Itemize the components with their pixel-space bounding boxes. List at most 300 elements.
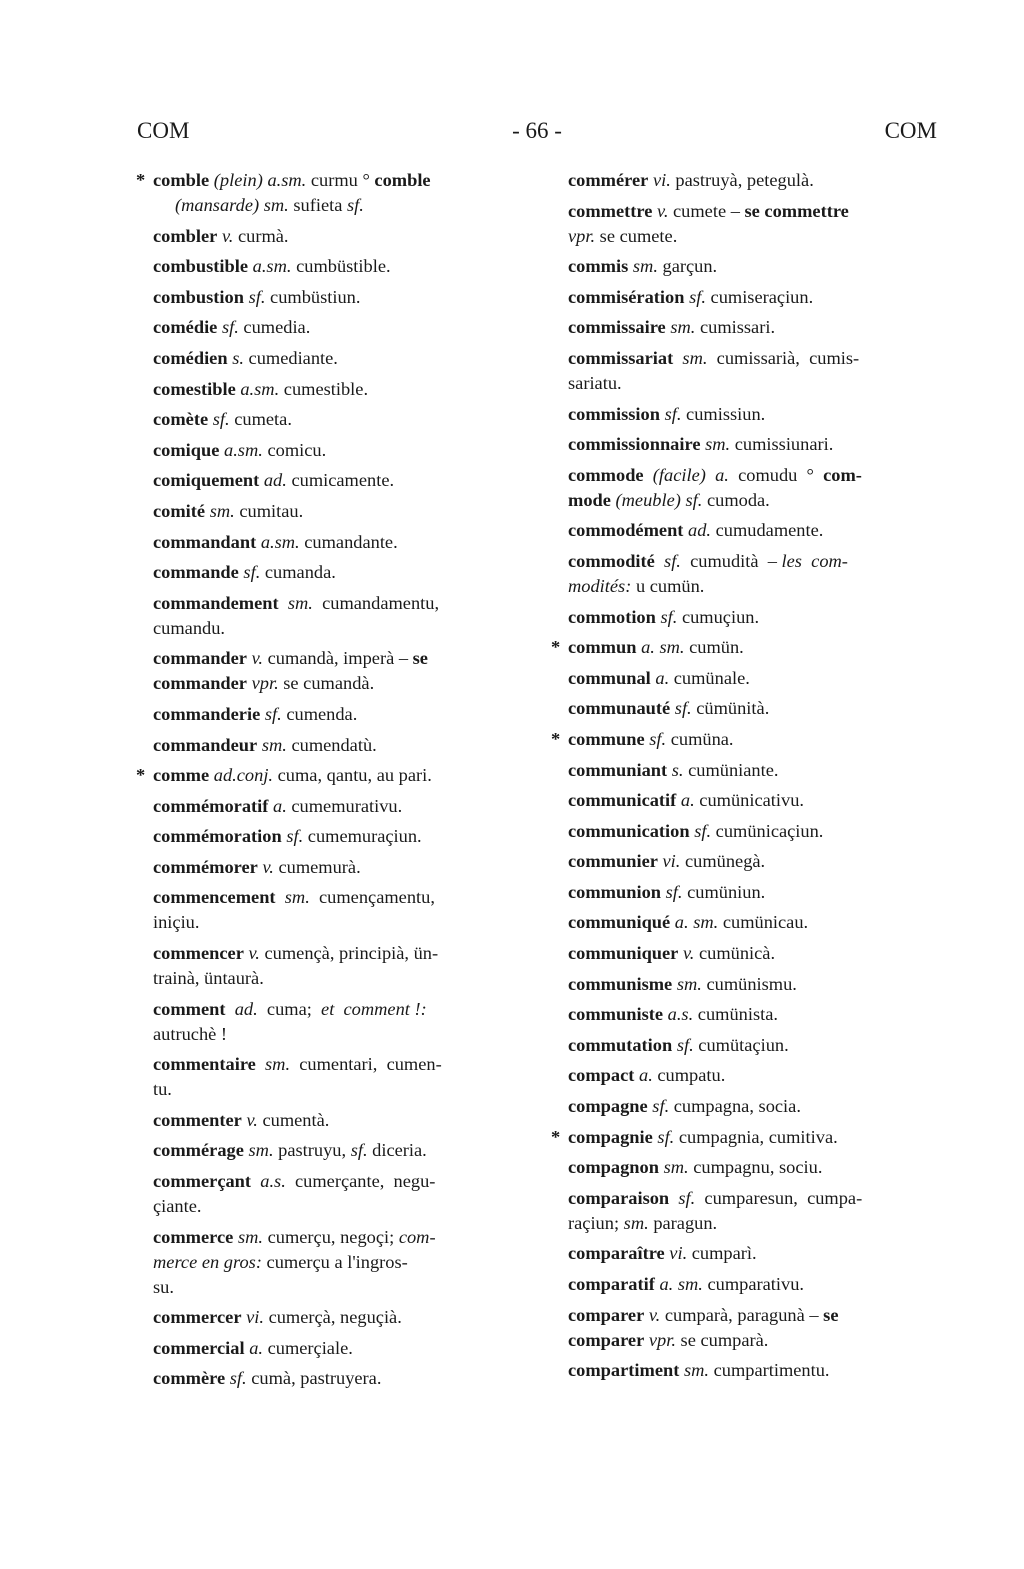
dictionary-entry <box>568 432 938 457</box>
headword: commanderie <box>153 703 261 724</box>
definition-text: se cumandà. <box>278 673 375 694</box>
grammar-label: sf. <box>221 317 239 338</box>
dictionary-entry <box>568 199 938 249</box>
headword: mode <box>568 489 611 510</box>
entry-continuation-line <box>153 1275 525 1300</box>
entry-line <box>153 1225 525 1250</box>
definition-text: cumissarià, cumis- <box>707 347 860 368</box>
dictionary-entry <box>153 646 525 696</box>
entry-line <box>153 885 525 910</box>
grammar-label: vpr. <box>568 225 596 246</box>
headword: communiste <box>568 1004 664 1025</box>
headword: commun <box>568 637 637 658</box>
headword: comiquement <box>153 470 260 491</box>
grammar-label: sf. <box>248 286 266 307</box>
definition-text: cumpagnia, cumitiva. <box>674 1126 838 1147</box>
entry-line <box>568 1033 938 1058</box>
dictionary-entry <box>136 168 525 218</box>
page-number: - 66 - <box>512 118 562 143</box>
definition-text: cumünale. <box>669 667 750 688</box>
dictionary-entry <box>568 402 938 427</box>
definition-text: cumicamente. <box>286 470 395 491</box>
dictionary-entry <box>551 727 938 752</box>
entry-line <box>568 199 938 224</box>
grammar-label: a. sm. <box>674 912 719 933</box>
entry-line <box>568 788 938 813</box>
grammar-label: sf. <box>286 826 304 847</box>
dictionary-entry <box>568 1033 938 1058</box>
dictionary-entry <box>568 849 938 874</box>
definition-text: cumütaçiun. <box>693 1034 789 1055</box>
headword: commode <box>568 464 644 485</box>
definition-text: cumüna. <box>666 728 734 749</box>
headword: commémoratif <box>153 795 269 816</box>
entry-line <box>568 315 938 340</box>
left-column <box>136 168 525 1397</box>
entry-line <box>153 315 525 340</box>
entry-line <box>153 1138 525 1163</box>
headword: comédien <box>153 347 228 368</box>
asterisk-marker: * <box>136 170 146 190</box>
dictionary-entry <box>153 468 525 493</box>
entry-line <box>153 1366 525 1391</box>
grammar-label: sm. <box>670 317 696 338</box>
grammar-label: ad. <box>234 998 258 1019</box>
entry-continuation-line <box>153 910 525 935</box>
definition-text: cumerçà, neguçià. <box>263 1307 402 1328</box>
grammar-label: a. <box>249 1337 263 1358</box>
definition-text: cumbüstiun. <box>265 286 361 307</box>
definition-text: cuma; <box>257 998 322 1019</box>
grammar-label: a. <box>639 1065 653 1086</box>
italic-phrase: et comment !: <box>321 998 427 1019</box>
grammar-label: sf. <box>678 1187 696 1208</box>
grammar-label: sm. <box>287 592 313 613</box>
headword: comité <box>153 500 206 521</box>
headword: commandant <box>153 531 257 552</box>
definition-text: cumün. <box>684 637 744 658</box>
dictionary-entry <box>568 1002 938 1027</box>
definition-text <box>644 465 653 485</box>
grammar-label: vi. <box>669 1243 688 1264</box>
entry-line <box>153 997 525 1022</box>
dictionary-entry <box>568 666 938 691</box>
entry-line <box>568 285 938 310</box>
definition-text: cumparativu. <box>702 1274 804 1294</box>
headword: commander <box>153 648 247 669</box>
italic-phrase: modités: <box>568 575 632 596</box>
dictionary-entry <box>568 1241 938 1266</box>
entry-line <box>153 1052 525 1077</box>
dictionary-entry <box>153 315 525 340</box>
definition-text: cumete – <box>668 200 745 221</box>
grammar-label: a.sm. <box>240 378 280 399</box>
definition-text: cumerçu, negoçi; <box>262 1226 399 1247</box>
grammar-label: ad. <box>688 520 712 541</box>
entry-continuation-line <box>568 574 938 599</box>
entry-line <box>568 727 938 752</box>
italic-phrase: com- <box>398 1226 436 1247</box>
dictionary-entry <box>153 1108 525 1133</box>
dictionary-entry <box>568 315 938 340</box>
dictionary-entry <box>153 702 525 727</box>
definition-text: cumemurativu. <box>286 795 403 816</box>
entry-continuation-line <box>568 1328 938 1353</box>
entry-continuation-line <box>568 1211 938 1236</box>
headword: combler <box>153 225 218 246</box>
grammar-label: sm. <box>632 256 658 277</box>
dictionary-entry <box>153 885 525 935</box>
entry-line <box>568 168 938 193</box>
dictionary-entry <box>568 285 938 310</box>
dictionary-entry <box>568 549 938 599</box>
definition-text: cumitau. <box>234 500 304 521</box>
headword: commune <box>568 728 645 749</box>
entry-continuation-line <box>568 224 938 249</box>
entry-line <box>568 1094 938 1119</box>
grammar-label: sm. <box>623 1212 649 1233</box>
definition-text: cumünicaçiun. <box>711 820 824 841</box>
entry-line <box>153 499 525 524</box>
dictionary-entry <box>153 560 525 585</box>
dictionary-entry <box>568 1094 938 1119</box>
entry-line <box>568 518 938 543</box>
dictionary-entry <box>551 635 938 660</box>
entry-line <box>153 377 525 402</box>
entry-line <box>153 560 525 585</box>
headword: commisération <box>568 286 685 307</box>
definition-text: cumà, pastruyera. <box>246 1368 382 1389</box>
entry-line <box>568 758 938 783</box>
definition-text: cumparà, paragunà – <box>660 1304 824 1325</box>
grammar-label: s. <box>232 347 244 368</box>
dictionary-entry <box>153 1169 525 1219</box>
dictionary-entry <box>153 254 525 279</box>
entry-line <box>153 794 525 819</box>
dictionary-entry <box>568 819 938 844</box>
grammar-label: sf. <box>665 881 683 902</box>
headword: commencer <box>153 943 244 964</box>
dictionary-entry <box>153 1052 525 1102</box>
dictionary-entry <box>568 696 938 721</box>
dictionary-entry <box>568 910 938 935</box>
dictionary-entry <box>568 518 938 543</box>
grammar-label: sf. <box>676 1034 694 1055</box>
definition-text: curmu ° <box>306 170 375 190</box>
definition-text: cumerçu a l'ingros- <box>261 1251 408 1272</box>
dictionary-entry <box>568 254 938 279</box>
grammar-label: vpr. <box>648 1329 676 1350</box>
grammar-label: sf. <box>689 286 706 307</box>
grammar-label: vi. <box>652 170 671 190</box>
grammar-label: v. <box>657 200 669 221</box>
grammar-label: a. <box>655 667 670 688</box>
entry-line <box>153 1108 525 1133</box>
entry-line <box>153 407 525 432</box>
entry-line <box>568 972 938 997</box>
headword: comique <box>153 439 220 460</box>
definition-text: garçun. <box>657 256 718 277</box>
grammar-label: sf. <box>212 409 230 430</box>
entry-line <box>153 941 525 966</box>
entry-line <box>568 1125 938 1150</box>
dictionary-entry <box>568 1063 938 1088</box>
grammar-label: a. sm. <box>641 637 685 658</box>
definition-text: cumestible. <box>279 378 369 399</box>
headword: commercer <box>153 1307 242 1328</box>
dictionary-entry <box>153 997 525 1047</box>
grammar-label: v. <box>251 648 263 669</box>
entry-line <box>153 1169 525 1194</box>
definition-text: se cumparà. <box>675 1329 769 1350</box>
definition-text: cumenda. <box>281 703 358 724</box>
grammar-label: ad.conj. <box>213 765 274 786</box>
dictionary-entry <box>568 941 938 966</box>
header-left-guideword: COM <box>137 118 190 143</box>
headword: commentaire <box>153 1054 256 1075</box>
italic-phrase: les com- <box>781 550 848 571</box>
dictionary-entry <box>153 1225 525 1300</box>
dictionary-entry <box>153 794 525 819</box>
definition-text: cumandu. <box>153 617 226 638</box>
headword: commission <box>568 403 660 424</box>
definition-text <box>226 999 235 1019</box>
definition-text: cumiseraçiun. <box>705 286 814 307</box>
entry-line <box>153 646 525 671</box>
definition-text: cumendatù. <box>286 734 377 755</box>
headword: comparaison <box>568 1187 670 1208</box>
dictionary-entry <box>568 1272 938 1297</box>
entry-line <box>153 530 525 555</box>
definition-text <box>279 593 288 613</box>
headword: commerce <box>153 1226 234 1247</box>
definition-text: cumediante. <box>243 347 338 368</box>
dictionary-entry <box>153 1336 525 1361</box>
entry-line <box>568 346 938 371</box>
headword: communiant <box>568 759 668 780</box>
entry-line <box>153 824 525 849</box>
dictionary-entry <box>153 591 525 641</box>
grammar-label: sf. <box>264 703 282 724</box>
grammar-label: sm. <box>261 734 287 755</box>
headword: compagne <box>568 1096 648 1117</box>
definition-text: cumünegà. <box>680 851 766 872</box>
definition-text: cumünismu. <box>701 973 797 994</box>
entry-line <box>153 468 525 493</box>
dictionary-entry <box>153 377 525 402</box>
dictionary-entry <box>136 763 525 788</box>
headword: commémoration <box>153 826 282 847</box>
dictionary-entry <box>568 1358 938 1383</box>
entry-line <box>153 254 525 279</box>
grammar-label: a.sm. <box>260 531 300 552</box>
dictionary-entry <box>153 407 525 432</box>
dictionary-entry <box>153 285 525 310</box>
entry-continuation-line <box>153 1077 525 1102</box>
dictionary-entry <box>153 1305 525 1330</box>
entry-line <box>153 855 525 880</box>
dictionary-entry <box>568 788 938 813</box>
headword: se <box>823 1304 839 1325</box>
grammar-label: sm. <box>705 434 731 455</box>
grammar-label: vpr. <box>251 673 279 694</box>
entry-line <box>153 168 525 193</box>
entry-line <box>568 880 938 905</box>
grammar-label: sf. <box>229 1368 247 1389</box>
dictionary-entry <box>568 972 938 997</box>
definition-text: cumandà, imperà – <box>263 648 413 669</box>
grammar-label: sf. <box>652 1096 670 1117</box>
headword: se <box>412 648 428 669</box>
definition-text: cumüniun. <box>682 881 766 902</box>
entry-line <box>568 1303 938 1328</box>
definition-text: cumandamentu, <box>312 592 440 613</box>
grammar-label: sf. <box>685 489 703 510</box>
definition-text: cumençamentu, <box>309 887 435 908</box>
definition-text: pastruyu, <box>273 1140 351 1161</box>
headword: commodité <box>568 550 655 571</box>
headword: comparer <box>568 1304 645 1325</box>
definition-text: iniçiu. <box>153 912 200 933</box>
definition-text <box>655 551 664 571</box>
grammar-label: v. <box>262 856 274 877</box>
italic-phrase: merce en gros: <box>153 1251 262 1272</box>
headword: communauté <box>568 698 671 719</box>
definition-text: cumemuraçiun. <box>303 826 422 847</box>
headword: comédie <box>153 317 218 338</box>
definition-text: cumeta. <box>229 409 292 430</box>
headword: com- <box>823 464 862 485</box>
headword: commissariat <box>568 347 674 368</box>
entry-line <box>153 1305 525 1330</box>
grammar-label: sm. <box>284 887 310 908</box>
headword: commencement <box>153 887 276 908</box>
definition-text: cumentà. <box>257 1109 330 1130</box>
definition-text: cumuçiun. <box>677 606 760 627</box>
grammar-label: v. <box>248 943 260 964</box>
headword: commercial <box>153 1337 245 1358</box>
entry-line <box>568 666 938 691</box>
definition-text: comicu. <box>262 439 327 460</box>
asterisk-marker: * <box>551 637 561 658</box>
definition-text: cumissari. <box>695 317 776 338</box>
dictionary-entry <box>153 1138 525 1163</box>
headword: comparatif <box>568 1274 655 1294</box>
definition-text: tu. <box>153 1079 172 1100</box>
headword: communion <box>568 881 661 902</box>
grammar-label: v. <box>682 943 695 964</box>
dictionary-entry <box>568 346 938 396</box>
dictionary-entry <box>153 824 525 849</box>
grammar-label: v. <box>246 1109 258 1130</box>
grammar-label: a. <box>680 790 695 811</box>
definition-text: cumünicativu. <box>694 790 804 811</box>
entry-line <box>568 696 938 721</box>
definition-text: cumpagnu, sociu. <box>688 1157 823 1178</box>
entry-line <box>568 432 938 457</box>
headword: commettre <box>568 200 653 221</box>
entry-line <box>568 1241 938 1266</box>
right-column <box>551 168 938 1389</box>
headword: commutation <box>568 1034 673 1055</box>
entry-line <box>153 733 525 758</box>
entry-continuation-line <box>153 671 525 696</box>
grammar-label: sf. <box>350 1140 368 1161</box>
dictionary-entry <box>153 499 525 524</box>
headword: communisme <box>568 973 673 994</box>
grammar-label: sm. <box>263 195 289 215</box>
grammar-label: sf. <box>664 403 682 424</box>
definition-text: sufieta <box>288 195 347 215</box>
definition-text: cumparì. <box>687 1243 757 1264</box>
definition-text: cumanda. <box>260 562 336 583</box>
dictionary-entry <box>551 1125 938 1150</box>
entry-line <box>568 1272 938 1297</box>
definition-text: cumpagna, socia. <box>669 1096 801 1117</box>
grammar-label: a.sm. <box>252 256 292 277</box>
headword: commande <box>153 562 239 583</box>
grammar-label: sm. <box>682 347 708 368</box>
entry-continuation-line <box>153 966 525 991</box>
entry-continuation-line <box>153 1022 525 1047</box>
entry-line <box>568 910 938 935</box>
definition-text: cumparesun, cumpa- <box>695 1187 863 1208</box>
headword: commenter <box>153 1109 242 1130</box>
headword: se commettre <box>744 200 849 221</box>
grammar-label: sf. <box>346 195 364 215</box>
grammar-label: s. <box>671 759 684 780</box>
entry-line <box>568 402 938 427</box>
dictionary-entry <box>153 855 525 880</box>
definition-text: cumudità – <box>680 550 782 571</box>
definition-text: pastruyà, petegulà. <box>670 170 814 190</box>
entry-continuation-line <box>153 1194 525 1219</box>
headword: compagnie <box>568 1126 653 1147</box>
entry-line <box>568 463 938 488</box>
definition-text: comudu ° <box>728 464 824 485</box>
grammar-label: sm. <box>676 973 702 994</box>
grammar-label: sm. <box>209 500 235 521</box>
headword: combustion <box>153 286 244 307</box>
definition-text: curmà. <box>233 225 289 246</box>
entry-continuation-line <box>568 371 938 396</box>
definition-text: cuma, qantu, au pari. <box>273 765 432 786</box>
grammar-label: a. sm. <box>659 1274 703 1294</box>
entry-line <box>153 285 525 310</box>
headword: communication <box>568 820 690 841</box>
dictionary-entry <box>153 530 525 555</box>
entry-line <box>568 1155 938 1180</box>
dictionary-entry <box>153 941 525 991</box>
headword: commérer <box>568 170 649 190</box>
headword: compartiment <box>568 1360 680 1381</box>
entry-line <box>568 1063 938 1088</box>
definition-text: u cumün. <box>631 575 705 596</box>
entry-line <box>153 591 525 616</box>
definition-text: raçiun; <box>568 1212 624 1233</box>
headword: comestible <box>153 378 236 399</box>
definition-text: diceria. <box>367 1140 427 1161</box>
definition-text: sariatu. <box>568 372 622 393</box>
grammar-label: sm. <box>248 1140 274 1161</box>
dictionary-entry <box>153 346 525 371</box>
dictionary-entry <box>568 605 938 630</box>
entry-line <box>153 763 525 788</box>
definition-text: cumbüstible. <box>291 256 391 277</box>
definition-text: cumerçante, negu- <box>285 1171 436 1192</box>
italic-phrase: (facile) <box>652 464 706 485</box>
entry-line <box>153 346 525 371</box>
